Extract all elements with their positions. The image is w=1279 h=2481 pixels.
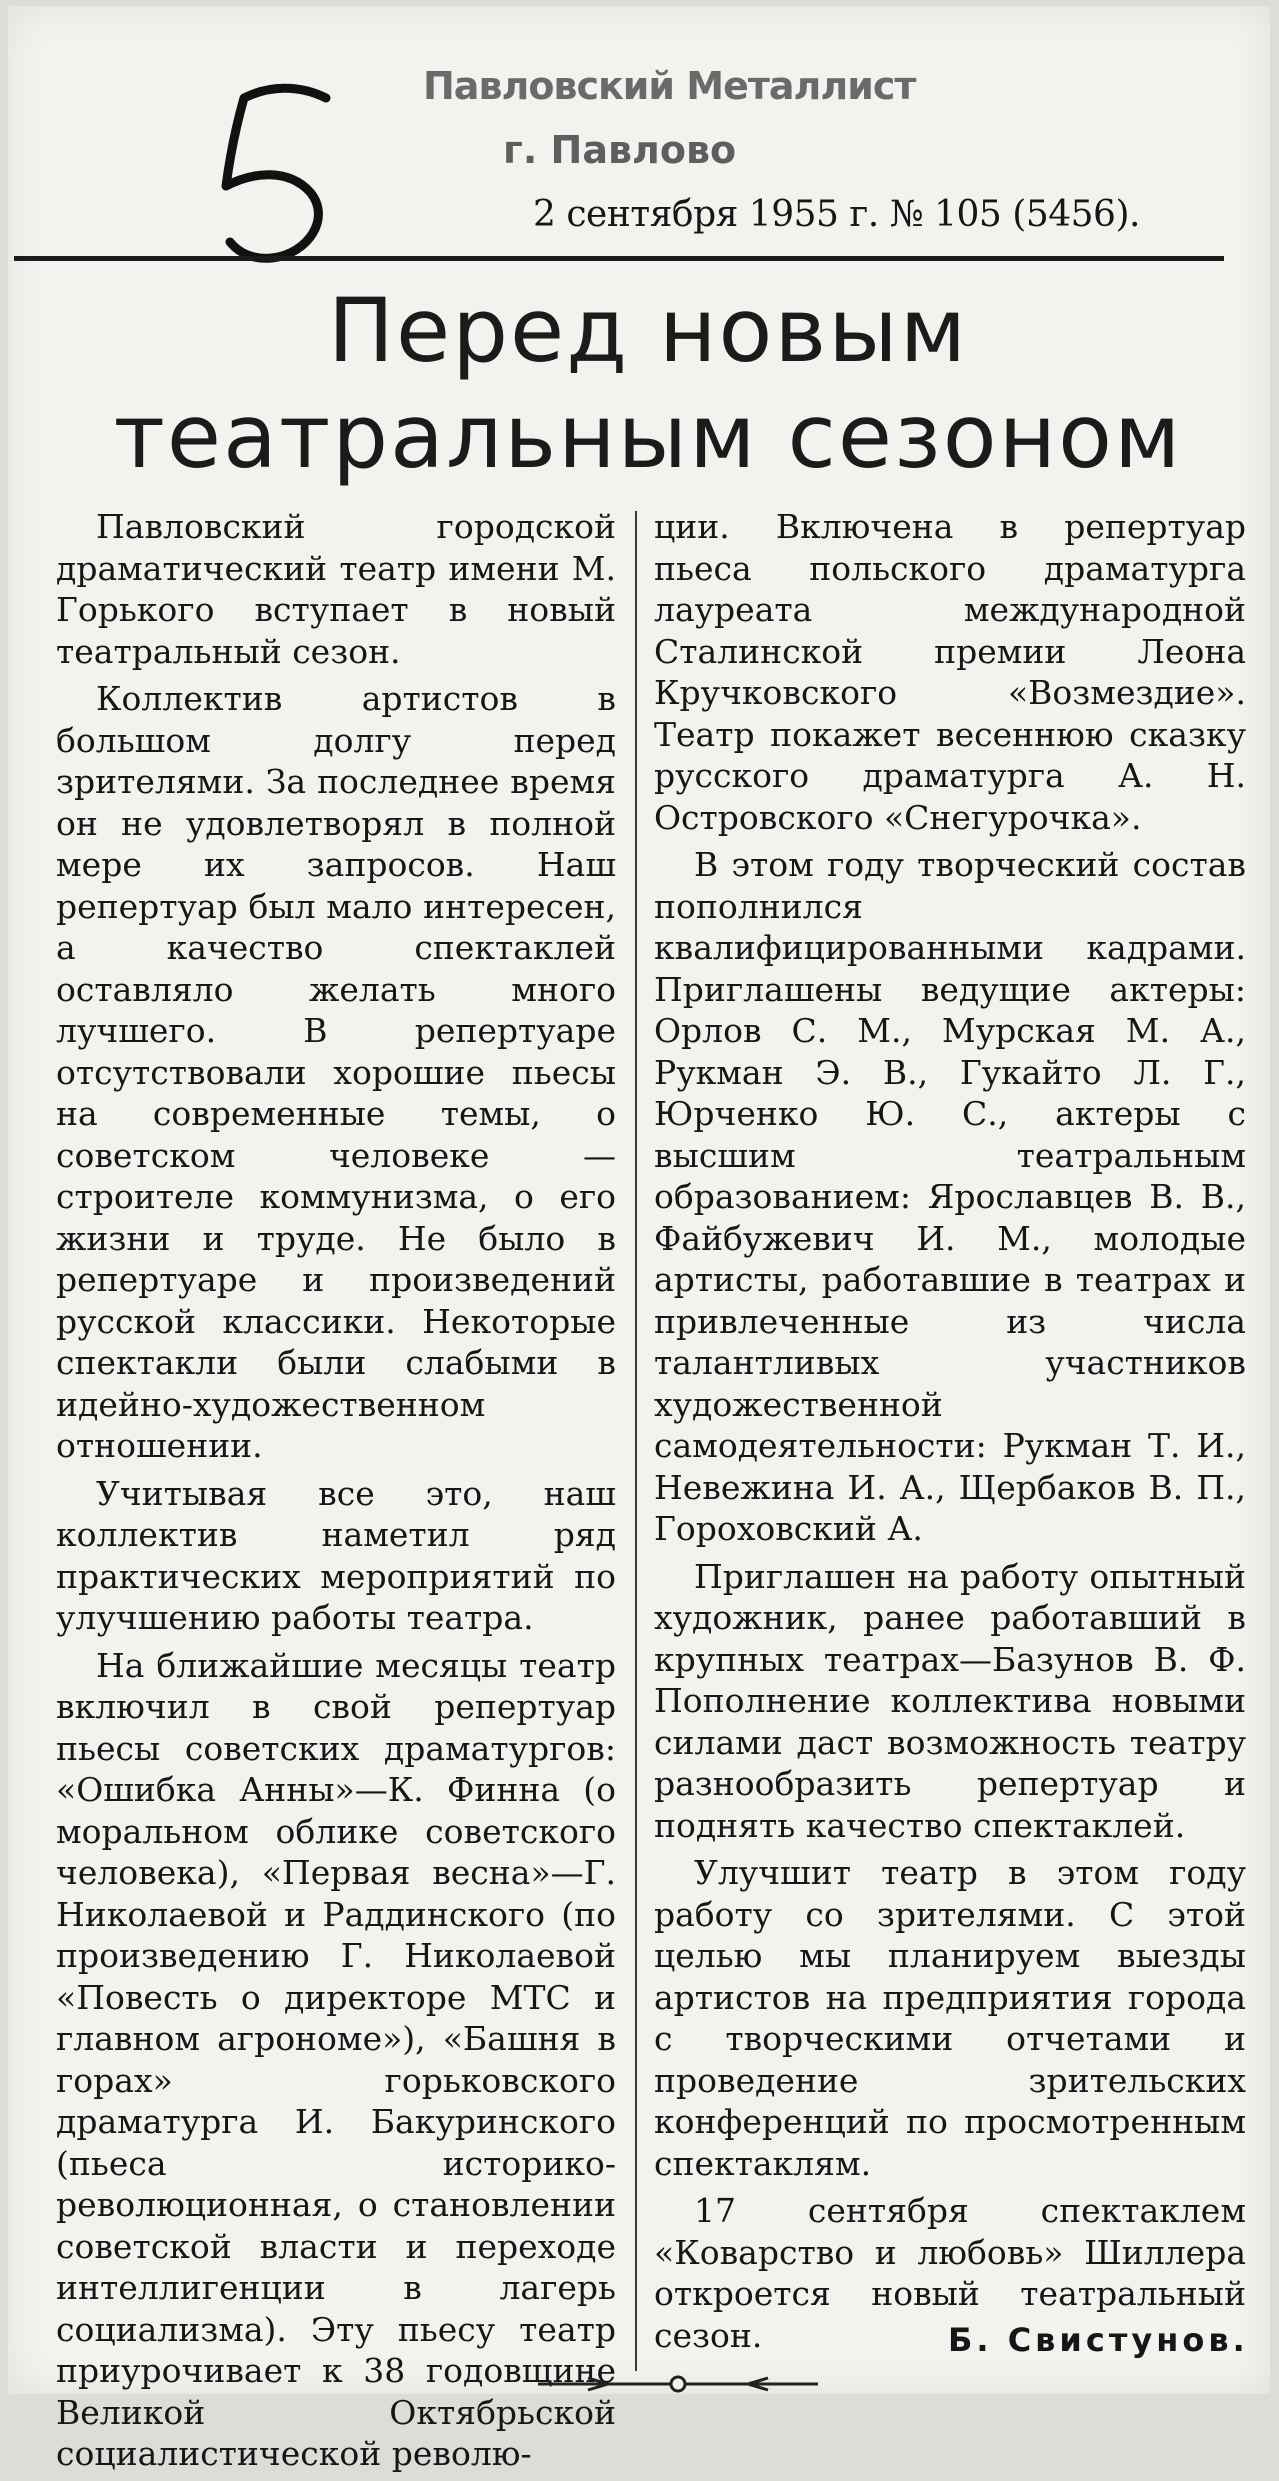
newspaper-name: Павловский Металлист: [423, 64, 916, 108]
headline-line-2: театральным сезоном: [113, 385, 1183, 488]
newspaper-clipping: [8, 6, 1270, 2473]
handwritten-page-number: [208, 76, 348, 266]
article-headline: [68, 278, 1228, 490]
ornament-divider: [528, 2374, 828, 2394]
city-name: г. Павлово: [503, 128, 737, 172]
paragraph: 17 сентября спектаклем «Коварство и любовь» Шиллера откроется новый театральный сезон.: [654, 2191, 1246, 2355]
paragraph: На ближайшие месяцы театр включил в свой репертуар пьесы советских драматургов: «Ошибка Анны»—К. Финна (о моральном облике советского человека), «Первая весна»—Г. Николаевой и Раддинского (по произведению Г. Николаевой «Повесть о директоре МТС и главном агрономе»), «Башня в горах» горьковского драматурга И. Бакуринского (пьеса историко-революционная, о становлении советской власти и переходе интеллигенции в лагерь социализма). Эту пьесу театр приурочивает к 38 годовщине Великой Октябрьской социалистической револю-: [56, 1645, 616, 2473]
paragraph: В этом году творческий состав пополнился квалифицированными кадрами. Приглашены ведущие актеры: Орлов С. М., Мурская М. А., Рукман Э. В., Гукайто Л. Г., Юрченко Ю. С., актеры с высшим театральным образованием: Ярославцев В. В., Файбужевич И. М., молодые артисты, работавшие в театрах и привлеченные из числа талантливых участников художественной самодеятельности: Рукман Т. И., Невежина И. А., Щербаков В. П., Гороховский А.: [654, 845, 1246, 1548]
paragraph: Учитывая все это, наш коллектив наметил ряд практических мероприятий по улучшению работы театра.: [56, 1473, 616, 1637]
headline-line-1: Перед новым: [327, 279, 969, 382]
author-signature: Б. Свистунов.: [948, 2321, 1249, 2359]
column-divider: [635, 511, 637, 2371]
paragraph: Павловский городской драматический театр имени М. Горького вступает в новый театральный сезон.: [56, 507, 616, 671]
paragraph: ции. Включена в репертуар пьеса польского драматурга лауреата международной Сталинской премии Леона Кручковского «Возмездие». Театр покажет весеннюю сказку русского драматурга А. Н. Островского «Снегурочка».: [654, 507, 1246, 837]
left-column: [56, 506, 616, 2481]
issue-date-number: 2 сентября 1955 г. № 105 (5456).: [533, 194, 1140, 235]
paragraph: Улучшит театр в этом году работу со зрителями. С этой целью мы планируем выезды артистов на предприятия города с творческими отчетами и проведение зрительских конференций по просмотренным спектаклям.: [654, 1853, 1246, 2183]
masthead-rule: [14, 256, 1224, 261]
paragraph: Приглашен на работу опытный художник, ранее работавший в крупных театрах—Базунов В. Ф. Пополнение коллектива новыми силами даст возможность театру разнообразить репертуар и поднять качество спектаклей.: [654, 1556, 1246, 1845]
paragraph: Коллектив артистов в большом долгу перед зрителями. За последнее время он не удовлетворял в полной мере их запросов. Наш репертуар был мало интересен, а качество спектаклей оставляло желать много лучшего. В репертуаре отсутствовали хорошие пьесы на современные темы, о советском человеке — строителе коммунизма, о его жизни и труде. Не было в репертуаре и произведений русской классики. Некоторые спектакли были слабыми в идейно-художественном отношении.: [56, 679, 616, 1465]
right-column: [654, 506, 1246, 2362]
